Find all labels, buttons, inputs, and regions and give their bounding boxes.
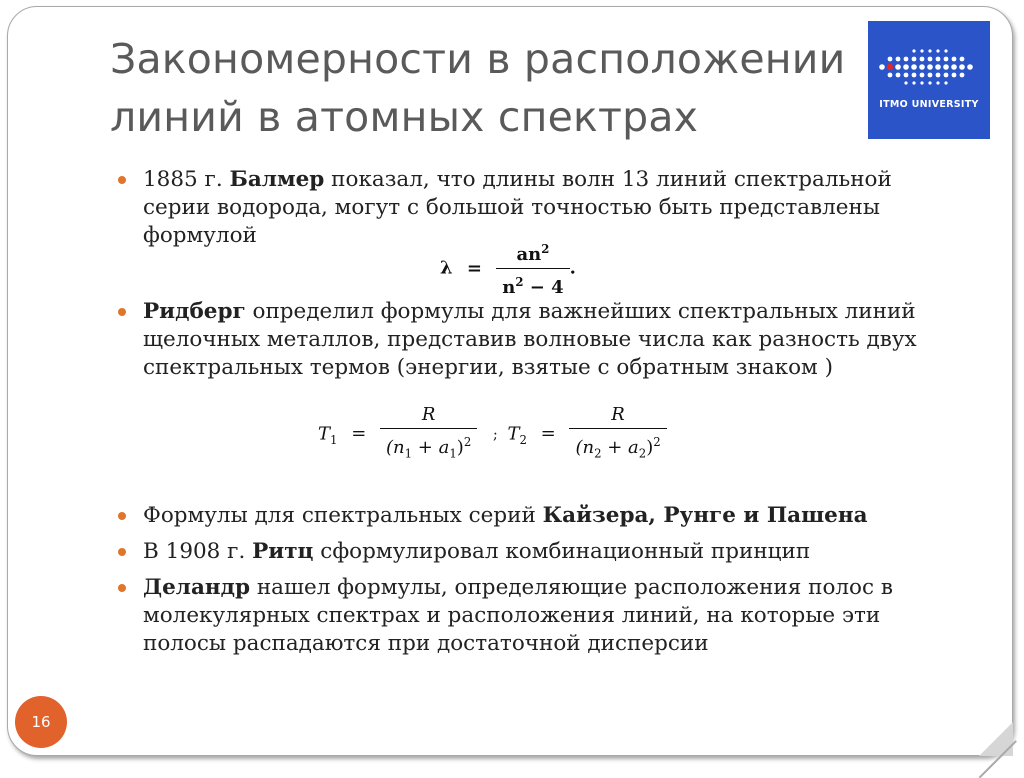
logo-dot (936, 73, 941, 78)
bullet-dot-icon (118, 308, 126, 316)
formula-term: n (502, 277, 516, 298)
logo-dot (952, 57, 957, 62)
logo-accent-dot (887, 64, 893, 70)
logo-dot (967, 64, 973, 70)
bullet-text: определил формулы для важнейших спектральных линий щелочных металлов, представив волновые числа как разность двух спектральных термов (энергии, взятые с обратным знаком ) (143, 299, 917, 380)
formula-separator: ; (492, 427, 498, 444)
logo-dot (944, 57, 949, 62)
logo-dot (904, 73, 909, 78)
slide-title-line-2: линий в атомных спектрах (110, 93, 699, 141)
slide-title (110, 30, 860, 146)
logo-dot (912, 81, 915, 84)
t2-fraction (569, 402, 666, 467)
logo-dot (944, 49, 947, 52)
slide-title-line-1: Закономерности в расположении (110, 35, 846, 83)
formula-term: R (421, 404, 436, 425)
logo-dot (920, 49, 923, 52)
formula-subscript: 1 (449, 446, 457, 461)
formula-term: + a (412, 437, 450, 458)
logo-dot (960, 73, 965, 78)
logo-dot (895, 64, 901, 70)
logo-dot (912, 49, 915, 52)
bullet-text: показал, что длины волн 13 линий спектральной серии водорода, могут с большой точностью быть представлены формулой (143, 167, 892, 248)
logo-dot (936, 81, 939, 84)
formula-term: an (516, 244, 542, 265)
formula-subscript: 2 (594, 446, 602, 461)
logo-dot (888, 73, 893, 78)
bullet-ritz (118, 538, 948, 566)
logo-dot (903, 64, 909, 70)
logo-dot (943, 64, 949, 70)
bullet-text: В 1908 г. (143, 539, 253, 564)
formula-subscript: 1 (404, 446, 413, 461)
logo-dot (888, 57, 893, 62)
balmer-fraction (496, 236, 569, 301)
logo-dot (912, 73, 917, 78)
logo-dot (896, 73, 901, 78)
bullet-text: сформулировал комбинационный принцип (313, 539, 811, 564)
bullet-bold-name: Деландр (143, 575, 250, 600)
itmo-logo (868, 21, 990, 139)
logo-dot (944, 81, 947, 84)
logo-dot (904, 57, 909, 62)
balmer-denominator (496, 269, 569, 301)
bullet-kayser (118, 502, 948, 530)
logo-dot (928, 81, 931, 84)
bullet-bold-name: Ритц (252, 539, 314, 564)
logo-dot (920, 57, 925, 62)
page-number-badge: 16 (15, 696, 67, 748)
formula-term: ) (646, 437, 654, 458)
t2-denominator (569, 429, 666, 467)
itmo-logo-text: ITMO UNIVERSITY (879, 99, 979, 110)
formula-exponent: 2 (653, 435, 661, 449)
rydberg-term-formulas (318, 402, 667, 467)
formula-equals: = (351, 423, 367, 445)
logo-dot (912, 57, 917, 62)
formula-lambda: λ (440, 257, 453, 279)
formula-subscript: 2 (638, 446, 647, 461)
page-curl (979, 722, 1013, 756)
balmer-formula (440, 236, 576, 301)
formula-subscript: 2 (519, 432, 527, 447)
formula-equals: = (466, 257, 482, 279)
formula-term: (n (575, 437, 595, 458)
bullet-rydberg (118, 298, 948, 382)
formula-exponent: 2 (541, 242, 550, 256)
logo-dot (959, 64, 965, 70)
logo-dot (928, 57, 933, 62)
logo-dot (935, 64, 941, 70)
bullet-dot-icon (118, 548, 126, 556)
bullet-deslandres (118, 574, 948, 658)
logo-dot (920, 73, 925, 78)
logo-dot (951, 64, 957, 70)
bullet-dot-icon (118, 512, 126, 520)
formula-term: T (318, 423, 331, 445)
bullet-text: 1885 г. (143, 167, 230, 192)
bullet-bold-name: Кайзера, Рунге и Пашена (542, 503, 868, 528)
t1-denominator (380, 429, 477, 467)
logo-dot (936, 49, 939, 52)
formula-exponent: 2 (463, 435, 472, 449)
formula-exponent: 2 (515, 275, 524, 289)
formula-term: (n (386, 437, 405, 458)
logo-dot (919, 64, 925, 70)
logo-dot (879, 64, 885, 70)
balmer-numerator (496, 236, 569, 269)
logo-dot (911, 64, 917, 70)
t1-fraction (380, 402, 477, 467)
logo-dot (896, 57, 901, 62)
logo-dot (927, 64, 933, 70)
bullet-text: Формулы для спектральных серий (143, 503, 543, 528)
formula-term: ) (456, 437, 464, 458)
bullet-bold-name: Ридберг (143, 299, 246, 324)
formula-term: T (507, 423, 520, 445)
bullet-text: нашел формулы, определяющие расположения полос в молекулярных спектрах и расположения линий, на которые эти полосы распадаются при достаточной дисперсии (143, 575, 893, 656)
logo-dot (952, 73, 957, 78)
itmo-logo-dots-icon (868, 21, 990, 101)
formula-term: − 4 (523, 277, 564, 298)
logo-dot (944, 73, 949, 78)
formula-term: R (611, 404, 625, 425)
logo-dot (960, 57, 965, 62)
t1-numerator (380, 402, 477, 429)
logo-dot (928, 73, 933, 78)
bullet-dot-icon (118, 176, 126, 184)
logo-dot (904, 81, 907, 84)
logo-dot (920, 81, 923, 84)
t2-numerator (569, 402, 666, 429)
bullet-dot-icon (118, 584, 126, 592)
formula-equals: = (540, 423, 556, 445)
formula-subscript: 1 (330, 432, 338, 447)
logo-dot (936, 57, 941, 62)
formula-period: . (569, 257, 576, 279)
bullet-bold-name: Балмер (229, 167, 325, 192)
formula-term: + a (601, 437, 639, 458)
logo-dot (928, 49, 931, 52)
